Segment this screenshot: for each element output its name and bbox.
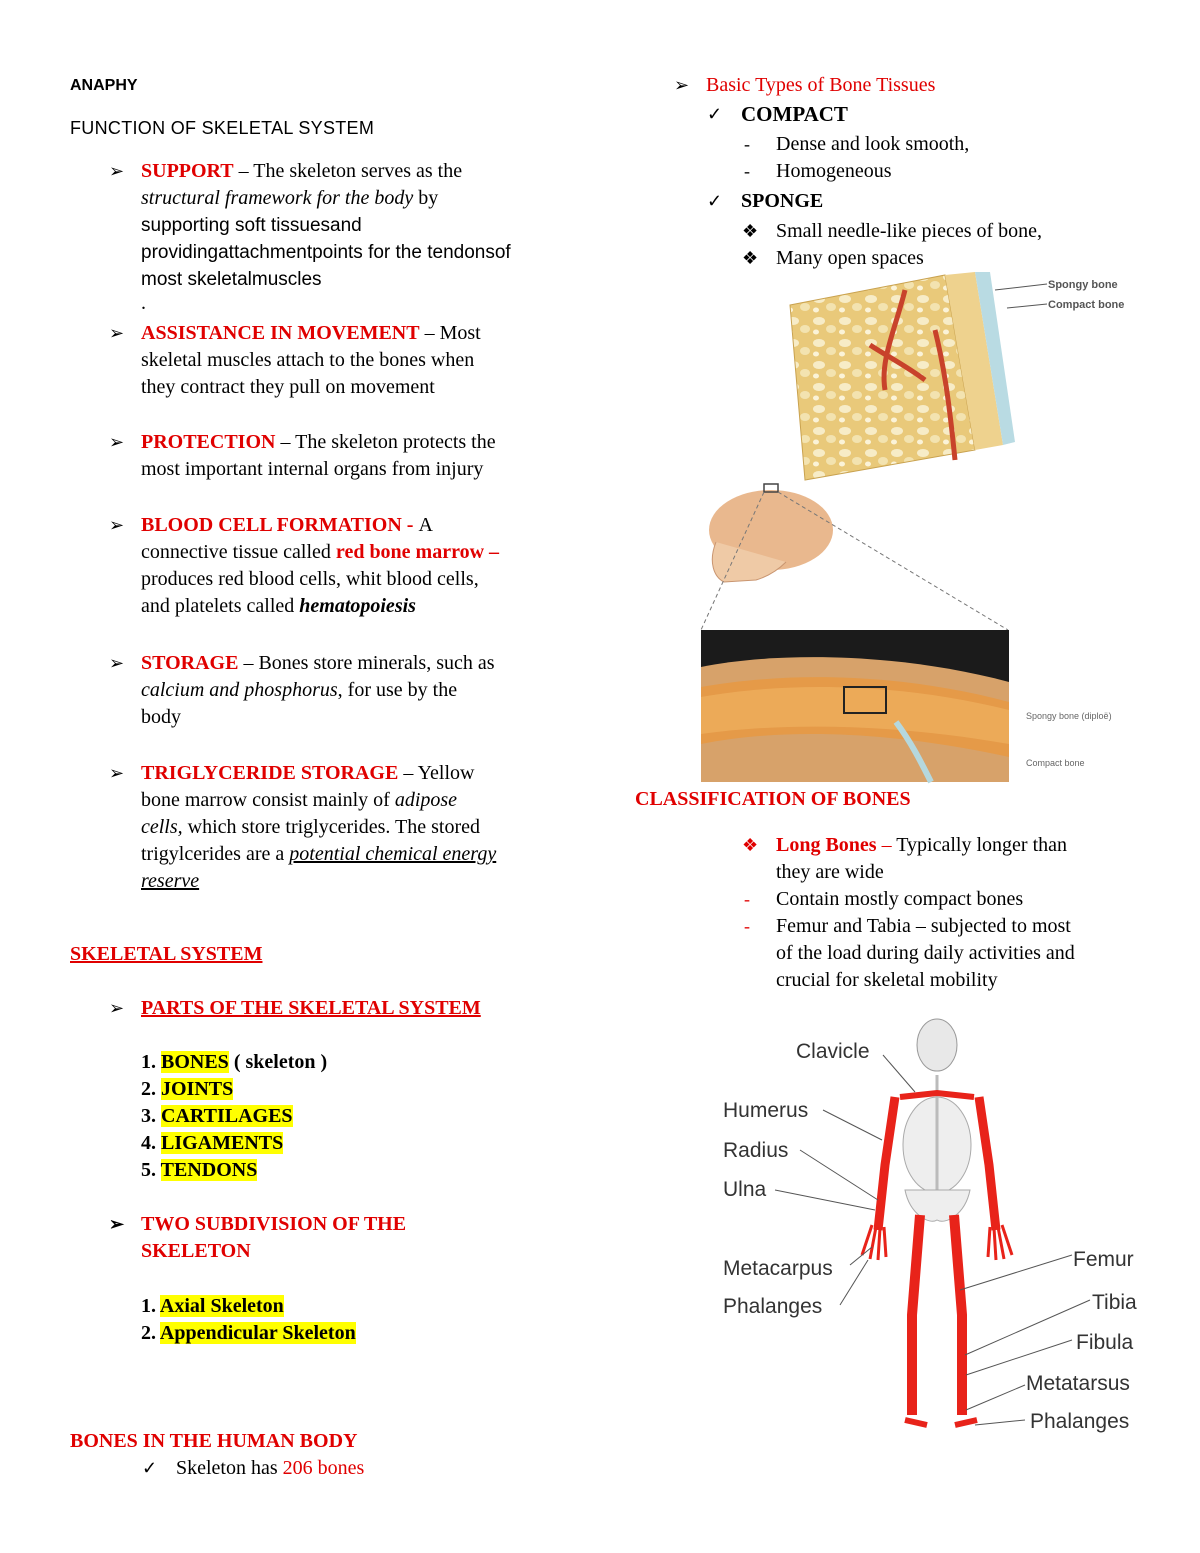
diamond-bullet-icon: ❖ (742, 248, 759, 268)
compact-bone-label: Compact bone (1048, 299, 1125, 311)
label-metatarsus: Metatarsus (1026, 1372, 1130, 1395)
label-clavicle: Clavicle (796, 1040, 870, 1063)
subdivision-heading: ➢ TWO SUBDIVISION OF THE SKELETON (109, 1213, 407, 1262)
spongy-bone-label: Spongy bone (1048, 279, 1118, 291)
function-movement: ➢ ASSISTANCE IN MOVEMENT – Most skeletal muscles attach to the bones when they contract they pull on movement (109, 322, 481, 398)
arrow-bullet-icon: ➢ (109, 323, 125, 343)
doc-title: ANAPHY (70, 77, 138, 94)
arrow-bullet-icon: ➢ (109, 998, 125, 1018)
label-phalanges-hand: Phalanges (723, 1295, 823, 1318)
function-triglyceride: ➢ TRIGLYCERIDE STORAGE – Yellow bone marrow consist mainly of adipose cells, which store triglycerides. The stored trigylcerides are a potential chemical energy reserve (109, 762, 497, 892)
skeletal-system-heading: SKELETAL SYSTEM (70, 943, 263, 965)
list-item: 1. Axial Skeleton (141, 1295, 284, 1317)
arrow-bullet-icon: ➢ (674, 75, 690, 95)
arrow-bullet-icon: ➢ (109, 515, 125, 535)
subdivision-list (141, 1293, 356, 1347)
label-ulna: Ulna (723, 1178, 767, 1201)
long-bones-block: ❖ Long Bones – Typically longer than they are wide - Contain mostly compact bones - Femur and Tabia – subjected to most of the load during daily activities and crucial for skeletal mobility (776, 832, 1156, 994)
label-radius: Radius (723, 1139, 789, 1162)
list-item: 2. Appendicular Skeleton (141, 1322, 356, 1344)
function-support: ➢ SUPPORT – The skeleton serves as the structural framework for the body by supporting soft tissuesand providingattachmentpoints for the tendonsof most skeletalmuscles . (109, 160, 511, 314)
list-item: - Femur and Tabia – subjected to most (744, 915, 1071, 937)
list-item: 4. LIGAMENTS (141, 1132, 284, 1154)
label-femur: Femur (1073, 1248, 1134, 1271)
compact-title: ✓ COMPACT (707, 102, 848, 126)
bones-count: ✓ Skeleton has 206 bones (176, 1455, 364, 1482)
diamond-bullet-icon: ❖ (742, 835, 759, 855)
arrow-bullet-icon: ➢ (109, 1214, 125, 1234)
parts-heading: PARTS OF THE SKELETAL SYSTEM (141, 997, 481, 1019)
checkmark-icon: ✓ (707, 104, 723, 124)
arrow-bullet-icon: ➢ (109, 432, 125, 452)
list-item: - Homogeneous (744, 160, 892, 182)
bones-heading: BONES IN THE HUMAN BODY (70, 1430, 358, 1452)
types-heading: ➢ Basic Types of Bone Tissues (706, 72, 935, 99)
label-metacarpus: Metacarpus (723, 1257, 833, 1280)
parts-heading-row (109, 995, 481, 1022)
compact-items (744, 131, 970, 185)
sponge-items (742, 218, 1043, 272)
list-item: 3. CARTILAGES (141, 1105, 293, 1127)
spongy-bone-figure (785, 270, 1155, 485)
function-storage: ➢ STORAGE – Bones store minerals, such as calcium and phosphorus, for use by the body (109, 652, 495, 728)
label-tibia: Tibia (1092, 1291, 1137, 1314)
label-fibula: Fibula (1076, 1331, 1134, 1354)
checkmark-icon: ✓ (142, 1458, 158, 1478)
classification-heading: CLASSIFICATION OF BONES (635, 788, 911, 810)
function-term: SUPPORT (141, 160, 234, 182)
list-item: ❖ Many open spaces (776, 245, 1042, 272)
arrow-bullet-icon: ➢ (109, 763, 125, 783)
list-item: 1. BONES ( skeleton ) (141, 1051, 328, 1073)
list-item: - Dense and look smooth, (744, 133, 970, 155)
list-item: - Contain mostly compact bones (744, 888, 1024, 910)
label-phalanges-foot: Phalanges (1030, 1410, 1130, 1433)
diamond-bullet-icon: ❖ (742, 221, 759, 241)
function-blood-cell: ➢ BLOOD CELL FORMATION - A connective tissue called red bone marrow – produces red blood cells, whit blood cells, and platelets called hematopoiesis (109, 514, 500, 617)
arrow-bullet-icon: ➢ (109, 653, 125, 673)
skull-diploe-figure (696, 482, 1112, 787)
parts-list (141, 1049, 327, 1184)
diploe-label: Spongy bone (diploë) (1026, 711, 1112, 721)
compact-bone-label-2: Compact bone (1026, 758, 1085, 768)
list-item: ❖ Small needle-like pieces of bone, (776, 218, 1042, 245)
label-humerus: Humerus (723, 1099, 809, 1122)
sponge-title: ✓ SPONGE (741, 188, 823, 215)
checkmark-icon: ✓ (707, 191, 723, 211)
function-heading: FUNCTION OF SKELETAL SYSTEM (70, 118, 375, 138)
list-item: 5. TENDONS (141, 1159, 258, 1181)
list-item: 2. JOINTS (141, 1078, 234, 1100)
function-protection: ➢ PROTECTION – The skeleton protects the most important internal organs from injury (109, 431, 496, 480)
arrow-bullet-icon: ➢ (109, 161, 125, 181)
